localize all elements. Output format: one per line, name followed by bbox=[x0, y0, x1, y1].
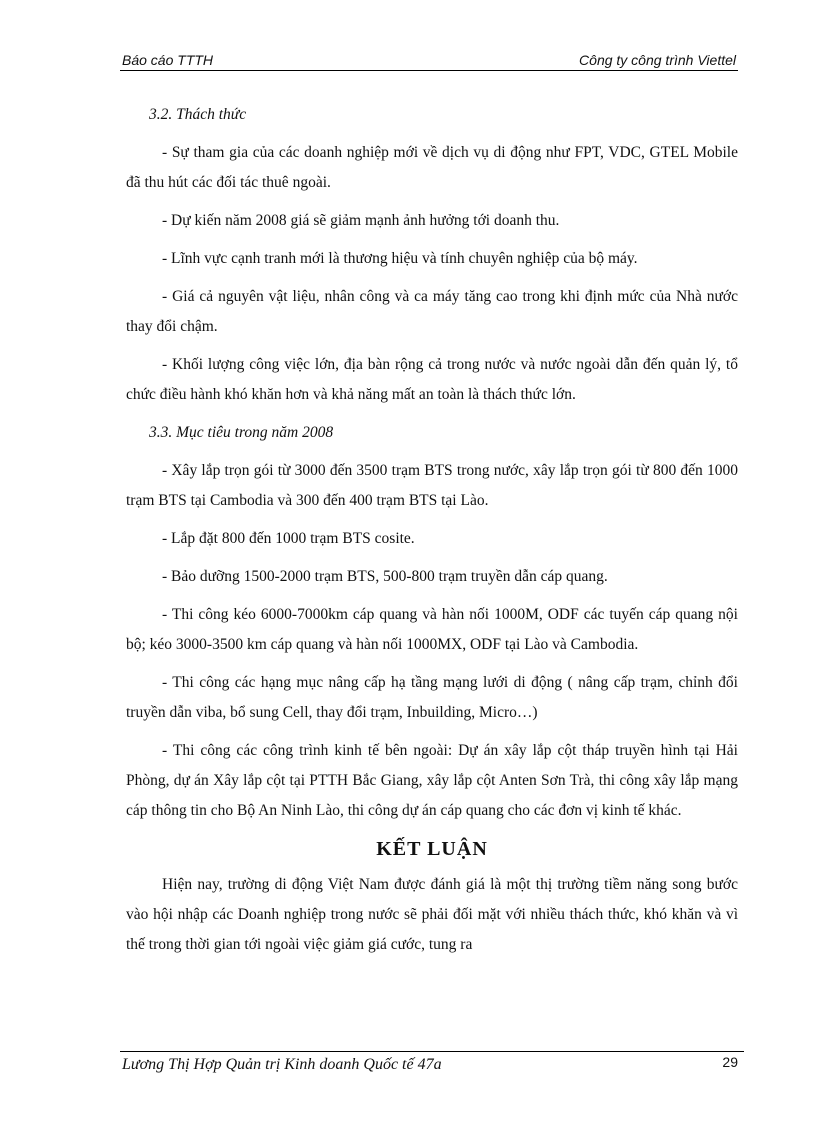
page-number: 29 bbox=[722, 1054, 738, 1070]
paragraph: - Xây lắp trọn gói từ 3000 đến 3500 trạm BTS trong nước, xây lắp trọn gói từ 800 đến 1000 trạm BTS tại Cambodia và 300 đến 400 trạm BTS tại Lào. bbox=[126, 462, 738, 509]
paragraph: Hiện nay, trường di động Việt Nam được đánh giá là một thị trường tiềm năng song bước vào hội nhập các Doanh nghiệp trong nước sẽ phải đối mặt với nhiều thách thức, khó khăn và vì thế trong thời gian tới ngoài việc giảm giá cước, tung ra bbox=[126, 876, 738, 953]
header-company-name: Công ty công trình Viettel bbox=[579, 52, 736, 68]
document-body bbox=[126, 100, 738, 968]
paragraph: - Thi công các hạng mục nâng cấp hạ tầng mạng lưới di động ( nâng cấp trạm, chỉnh đổi truyền dẫn viba, bổ sung Cell, thay đổi trạm, Inbuilding, Micro…) bbox=[126, 674, 738, 721]
conclusion-title: KẾT LUẬN bbox=[376, 838, 488, 860]
section-goals-2008 bbox=[126, 418, 738, 826]
paragraph: - Giá cả nguyên vật liệu, nhân công và ca máy tăng cao trong khi định mức của Nhà nước thay đổi chậm. bbox=[126, 288, 738, 335]
paragraph: - Thi công kéo 6000-7000km cáp quang và hàn nối 1000M, ODF các tuyến cáp quang nội bộ; kéo 3000-3500 km cáp quang và hàn nối 1000MX, ODF tại Lào và Cambodia. bbox=[126, 606, 738, 653]
footer-author: Lương Thị Hợp Quản trị Kinh doanh Quốc tế 47a bbox=[122, 1056, 442, 1073]
page-footer bbox=[120, 1051, 744, 1078]
section-conclusion bbox=[126, 834, 738, 960]
paragraph: - Dự kiến năm 2008 giá sẽ giảm mạnh ảnh hưởng tới doanh thu. bbox=[162, 212, 560, 229]
page-header bbox=[120, 50, 738, 71]
paragraph: - Bảo dưỡng 1500-2000 trạm BTS, 500-800 trạm truyền dẫn cáp quang. bbox=[162, 568, 608, 585]
paragraph: - Khối lượng công việc lớn, địa bàn rộng cả trong nước và nước ngoài dẫn đến quản lý, tổ chức điều hành khó khăn hơn và khả năng mất an toàn là thách thức lớn. bbox=[126, 356, 738, 403]
paragraph: - Lắp đặt 800 đến 1000 trạm BTS cosite. bbox=[162, 530, 415, 547]
header-report-title: Báo cáo TTTH bbox=[122, 52, 214, 68]
section-heading: 3.2. Thách thức bbox=[149, 106, 247, 123]
paragraph: - Thi công các công trình kinh tế bên ngoài: Dự án xây lắp cột tháp truyền hình tại Hải Phòng, dự án Xây lắp cột tại PTTH Bắc Giang, xây lắp cột Anten Sơn Trà, thi công xây lắp mạng cáp thông tin cho Bộ An Ninh Lào, thi công dự án cáp quang cho các đơn vị kinh tế khác. bbox=[126, 742, 738, 819]
paragraph: - Sự tham gia của các doanh nghiệp mới về dịch vụ di động như FPT, VDC, GTEL Mobile đã thu hút các đối tác thuê ngoài. bbox=[126, 144, 738, 191]
section-heading: 3.3. Mục tiêu trong năm 2008 bbox=[149, 424, 334, 441]
paragraph: - Lĩnh vực cạnh tranh mới là thương hiệu và tính chuyên nghiệp của bộ máy. bbox=[162, 250, 638, 267]
section-challenges bbox=[126, 100, 738, 410]
